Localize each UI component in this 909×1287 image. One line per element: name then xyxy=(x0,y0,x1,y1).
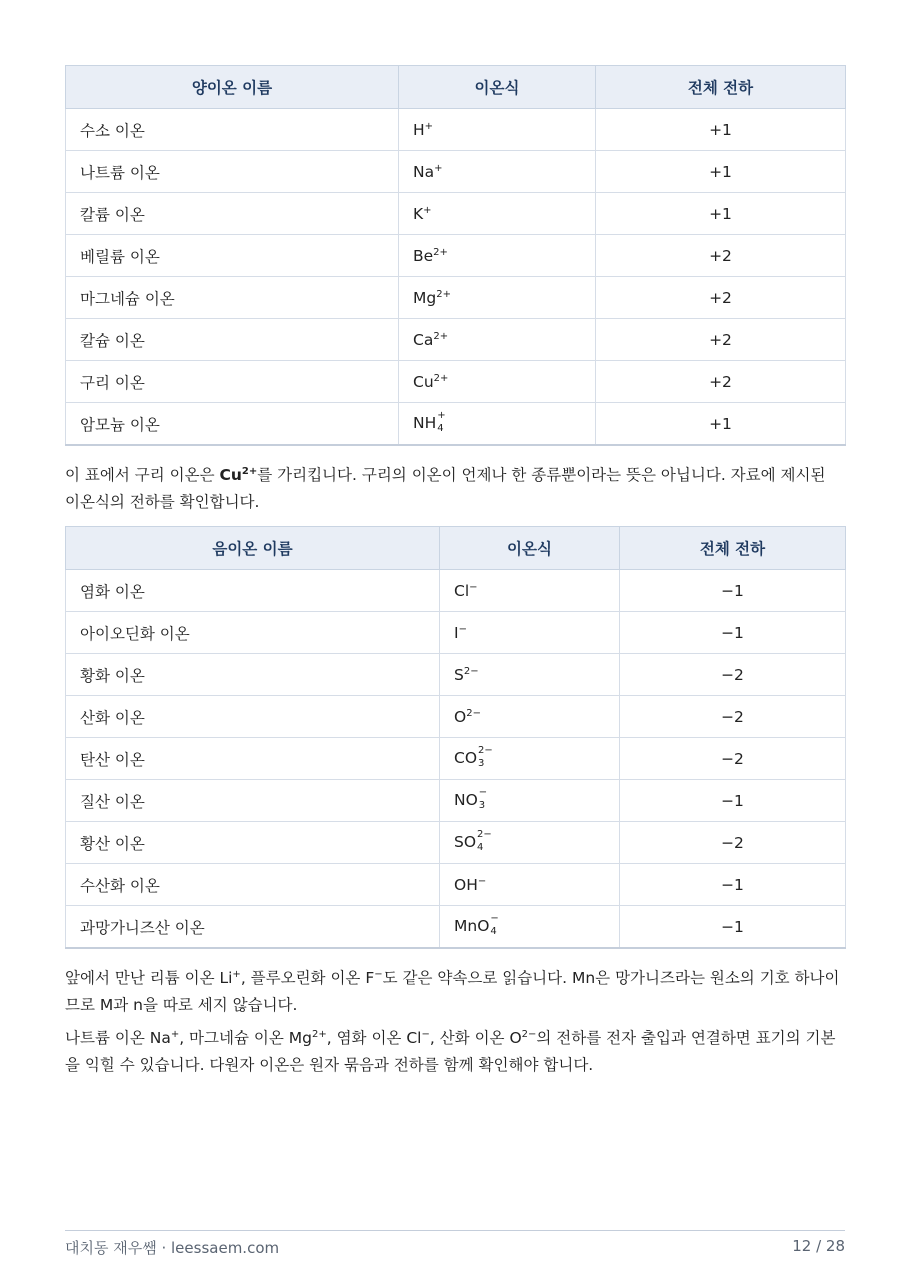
ion-name-cell: 질산 이온 xyxy=(66,780,440,822)
paragraph1-text-before: 이 표에서 구리 이온은 xyxy=(65,466,220,484)
table-row xyxy=(66,570,846,612)
table-row xyxy=(66,277,846,319)
anion-header-charge: 전체 전하 xyxy=(620,527,846,570)
ion-formula-cell: K+ xyxy=(399,193,596,235)
copper-ion-formula: $Cu^{2+}$ xyxy=(219,465,258,484)
table-row xyxy=(66,403,846,446)
ion-name-cell: 칼슘 이온 xyxy=(66,319,399,361)
table-row xyxy=(66,654,846,696)
ion-charge-cell: −1 xyxy=(620,906,846,949)
table-row xyxy=(66,612,846,654)
cation-header-name: 양이온 이름 xyxy=(66,66,399,109)
ion-charge-cell: +1 xyxy=(596,193,846,235)
ion-name-cell: 황화 이온 xyxy=(66,654,440,696)
ion-name-cell: 나트륨 이온 xyxy=(66,151,399,193)
table-row xyxy=(66,864,846,906)
table-row xyxy=(66,151,846,193)
ion-name-cell: 과망가니즈산 이온 xyxy=(66,906,440,949)
ion-charge-cell: −2 xyxy=(620,696,846,738)
ion-charge-cell: −2 xyxy=(620,654,846,696)
ion-formula-cell: $O^{2-}$ xyxy=(440,696,620,738)
anion-table-body xyxy=(66,570,846,949)
footer-site: 대치동 재우쌤 · leessaem.com xyxy=(65,1239,280,1257)
ion-charge-cell: −2 xyxy=(620,822,846,864)
ion-name-cell: 구리 이온 xyxy=(66,361,399,403)
table-row xyxy=(66,780,846,822)
ion-formula-cell: OH− xyxy=(440,864,620,906)
cation-table-header xyxy=(66,66,846,109)
ion-charge-cell: +2 xyxy=(596,319,846,361)
table-row xyxy=(66,193,846,235)
ion-formula-cell: $Be^{2+}$ xyxy=(399,235,596,277)
paragraph-reading-convention: 앞에서 만난 리튬 이온 Li+, 플루오린화 이온 F−도 같은 약속으로 읽습니다. Mn은 망가니즈라는 원소의 기호 하나이므로 M과 n을 따로 세지 않습니다. xyxy=(65,968,840,1014)
ion-formula-cell: NO − 3 xyxy=(440,780,620,822)
anion-table xyxy=(65,526,846,949)
ion-formula-cell: $Mg^{2+}$ xyxy=(399,277,596,319)
ion-name-cell: 수소 이온 xyxy=(66,109,399,151)
page-number: 12 / 28 xyxy=(792,1237,845,1255)
ion-formula-cell: NH + 4 xyxy=(399,403,596,446)
cation-header-charge: 전체 전하 xyxy=(596,66,846,109)
table-row xyxy=(66,109,846,151)
ion-charge-cell: +2 xyxy=(596,235,846,277)
cation-table-body xyxy=(66,109,846,446)
table-row xyxy=(66,696,846,738)
table-row xyxy=(66,738,846,780)
ion-charge-cell: −2 xyxy=(620,738,846,780)
ion-formula-cell: Na+ xyxy=(399,151,596,193)
ion-formula-cell: CO 2− 3 xyxy=(440,738,620,780)
ion-formula-cell: $Ca^{2+}$ xyxy=(399,319,596,361)
ion-formula-cell: SO 2− 4 xyxy=(440,822,620,864)
ion-charge-cell: +1 xyxy=(596,109,846,151)
table-row xyxy=(66,361,846,403)
ion-name-cell: 염화 이온 xyxy=(66,570,440,612)
ion-formula-cell: I− xyxy=(440,612,620,654)
ion-formula-cell: H+ xyxy=(399,109,596,151)
ion-name-cell: 아이오딘화 이온 xyxy=(66,612,440,654)
ion-charge-cell: +1 xyxy=(596,403,846,446)
table-row xyxy=(66,822,846,864)
document-page xyxy=(65,65,845,1079)
table-row xyxy=(66,906,846,949)
cation-table xyxy=(65,65,846,446)
ion-charge-cell: +1 xyxy=(596,151,846,193)
page-footer xyxy=(65,1230,845,1258)
ion-formula-cell: Cl− xyxy=(440,570,620,612)
ion-charge-cell: −1 xyxy=(620,570,846,612)
ion-formula-cell: $Cu^{2+}$ xyxy=(399,361,596,403)
ion-name-cell: 마그네슘 이온 xyxy=(66,277,399,319)
anion-header-formula: 이온식 xyxy=(440,527,620,570)
ion-formula-cell: MnO − 4 xyxy=(440,906,620,949)
anion-table-header xyxy=(66,527,846,570)
anion-header-name: 음이온 이름 xyxy=(66,527,440,570)
ion-charge-cell: −1 xyxy=(620,864,846,906)
ion-charge-cell: +2 xyxy=(596,277,846,319)
ion-name-cell: 황산 이온 xyxy=(66,822,440,864)
paragraph-charge-basics: 나트륨 이온 Na+, 마그네슘 이온 $Mg^{2+}$, 염화 이온 Cl−, 산화 이온 $O^{2-}$의 전하를 전자 출입과 연결하면 표기의 기본을 익힐 수 있습니다. 다원자 이온은 원자 묶음과 전하를 함께 확인해야 합니다. xyxy=(65,1028,836,1074)
ion-charge-cell: −1 xyxy=(620,612,846,654)
ion-name-cell: 베릴륨 이온 xyxy=(66,235,399,277)
ion-name-cell: 산화 이온 xyxy=(66,696,440,738)
cation-header-formula: 이온식 xyxy=(399,66,596,109)
paragraph1-text-after: 를 가리킵니다. 구리의 이온이 언제나 한 종류뿐이라는 뜻은 아닙니다. 자료에 제시된 이온식의 전하를 확인합니다. xyxy=(65,466,826,511)
ion-name-cell: 탄산 이온 xyxy=(66,738,440,780)
ion-name-cell: 수산화 이온 xyxy=(66,864,440,906)
paragraph-copper-note xyxy=(65,462,845,516)
table-row xyxy=(66,235,846,277)
ion-name-cell: 칼륨 이온 xyxy=(66,193,399,235)
ion-formula-cell: $S^{2-}$ xyxy=(440,654,620,696)
ion-charge-cell: +2 xyxy=(596,361,846,403)
ion-charge-cell: −1 xyxy=(620,780,846,822)
ion-name-cell: 암모늄 이온 xyxy=(66,403,399,446)
table-row xyxy=(66,319,846,361)
